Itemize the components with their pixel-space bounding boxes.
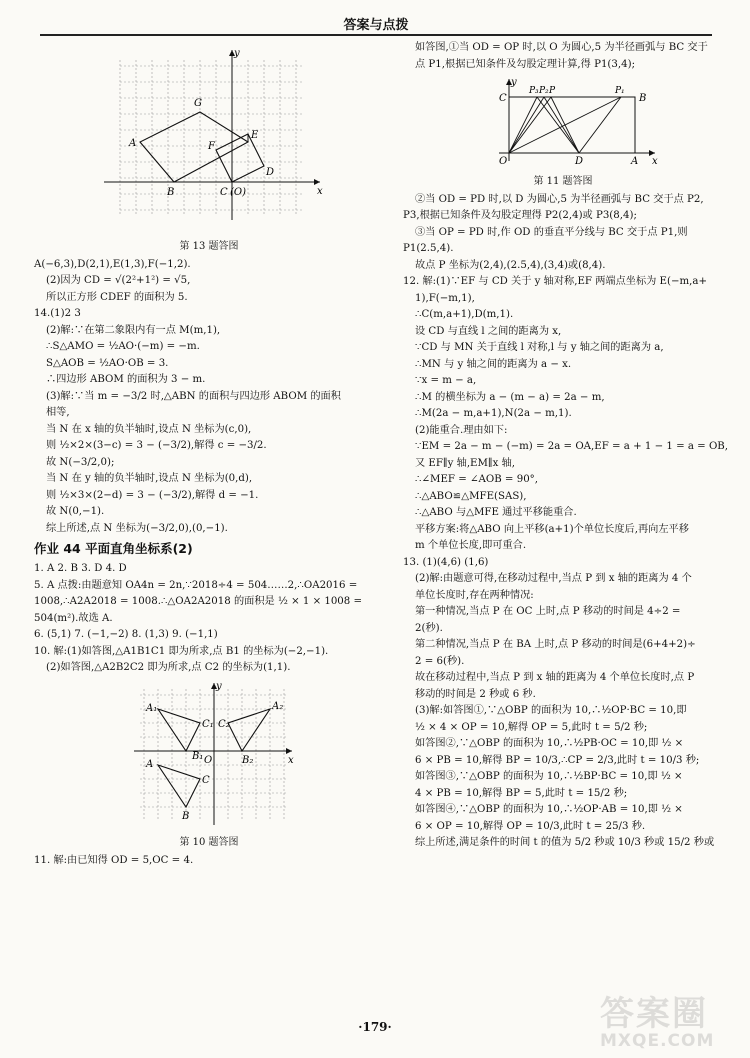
figure-11-graph — [403, 75, 723, 167]
text-line: 1),F(−m,1), — [415, 292, 475, 304]
text-line: 1008,∴A2A2018 = 1008.∴△OA2A2018 的面积是 ½ × 1 × 1008 = — [34, 596, 363, 607]
text-line: ∴∠MEF = ∠AOB = 90°, — [415, 474, 539, 485]
rectangle-OABC — [509, 97, 635, 153]
text-line: (2)能重合.理由如下: — [415, 424, 508, 436]
figure-11-segments — [509, 97, 621, 153]
text-line: 移动的时间是 2 秒或 6 秒. — [415, 688, 536, 700]
fig11-label-x: x — [652, 156, 658, 167]
fig10-label-B: B — [182, 810, 190, 822]
text-line: 相等, — [46, 407, 70, 418]
triangle-ABC — [158, 765, 200, 807]
text-line: ∵EM = 2a − m − (−m) = 2a = OA,EF = a + 1 − 1 = a = OB, — [415, 441, 729, 452]
text-line: 故点 P 坐标为(2,4),(2.5,4),(3,4)或(8,4). — [415, 259, 606, 271]
text-line: 11. 解:由已知得 OD = 5,OC = 4. — [34, 855, 194, 866]
fig13-label-O: (O) — [230, 187, 247, 198]
fig10-label-A2: A₂ — [272, 700, 284, 712]
fig11-label-B: B — [639, 93, 647, 104]
figure-13-square — [216, 134, 264, 182]
text-line: ∴MN 与 y 轴之间的距离为 a − x. — [415, 358, 572, 370]
text-line: 设 CD 与直线 l 之间的距离为 x, — [415, 325, 562, 337]
text-line: 6. (5,1) 7. (−1,−2) 8. (1,3) 9. (−1,1) — [34, 629, 218, 640]
text-line: ∴C(m,a+1),D(m,1). — [415, 309, 514, 320]
text-line: 504(m²).故选 A. — [34, 612, 113, 624]
text-line: 如答图,①当 OD = OP 时,以 O 为圆心,5 为半径画弧与 BC 交于 — [415, 42, 708, 53]
text-line: ∵CD 与 MN 关于直线 l 对称,l 与 y 轴之间的距离为 a, — [415, 342, 664, 353]
fig11-label-D: D — [575, 156, 584, 167]
text-line: 综上所述,点 N 坐标为(−3/2,0),(0,−1). — [46, 522, 228, 534]
fig11-label-A: A — [631, 156, 639, 167]
figure-10 — [34, 679, 384, 851]
text-line: 当 N 在 y 轴的负半轴时,设点 N 坐标为(0,d), — [46, 473, 253, 484]
text-line: (2)如答图,△A2B2C2 即为所求,点 C2 的坐标为(1,1). — [46, 662, 291, 673]
figure-11 — [403, 75, 723, 189]
fig10-label-x: x — [288, 754, 294, 766]
fig10-label-C1: C₁ — [202, 718, 214, 730]
fig13-label-y: y — [234, 48, 240, 59]
text-line: 单位长度时,存在两种情况: — [415, 589, 534, 601]
fig11-label-O: O — [499, 156, 508, 167]
text-line: 4 × PB = 10,解得 BP = 5,此时 t = 15/2 秒; — [415, 787, 628, 799]
fig10-label-A: A — [146, 758, 154, 770]
text-line: 点 P1,根据已知条件及勾股定理计算,得 P1(3,4); — [415, 58, 636, 70]
text-line: 如答图③,∵△OBP 的面积为 10,∴½BP·BC = 10,即 ½ × — [415, 771, 683, 782]
text-line: ③当 OP = PD 时,作 OD 的垂直平分线与 BC 交于点 P1,则 — [415, 226, 688, 238]
text-line: 2 = 6(秒). — [415, 655, 465, 667]
text-line: 则 ½×2×(3−c) = 3 − (−3/2),解得 c = −3/2. — [46, 440, 267, 451]
text-line: (3)解:如答图①,∵△OBP 的面积为 10,∴½OP·BC = 10,即 — [415, 705, 687, 716]
text-line: 则 ½×3×(2−d) = 3 − (−3/2),解得 d = −1. — [46, 489, 259, 501]
text-line: ∴四边形 ABOM 的面积为 3 − m. — [46, 374, 206, 385]
text-line: ∴△ABO≌△MFE(SAS), — [415, 490, 527, 502]
text-line: ∵x = m − a, — [415, 375, 477, 386]
fig13-label-C: C — [220, 187, 228, 198]
fig10-label-C: C — [202, 774, 210, 786]
fig11-label-P3: P₃ — [529, 86, 539, 96]
text-line: 故在移动过程中,当点 P 到 x 轴的距离为 4 个单位长度时,点 P — [415, 672, 695, 683]
figure-11-caption: 第 11 题答图 — [533, 175, 593, 187]
text-line: 6 × OP = 10,解得 OP = 10/3,此时 t = 25/3 秒. — [415, 820, 646, 832]
text-line: ②当 OD = PD 时,以 D 为圆心,5 为半径画弧与 BC 交于点 P2, — [415, 193, 704, 205]
text-line: 12. 解:(1)∵EF 与 CD 关于 y 轴对称,EF 两端点坐标为 E(−m,a+ — [403, 276, 708, 287]
left-column — [34, 40, 384, 870]
text-line: 1. A 2. B 3. D 4. D — [34, 563, 127, 574]
text-line: (3)解:∵当 m = −3/2 时,△ABN 的面积与四边形 ABOM 的面积 — [46, 390, 341, 402]
figure-13-graph — [34, 42, 384, 232]
text-line: 10. 解:(1)如答图,△A1B1C1 即为所求,点 B1 的坐标为(−2,−1). — [34, 645, 329, 657]
text-line: 2(秒). — [415, 622, 443, 634]
text-line: 13. (1)(4,6) (1,6) — [403, 556, 489, 568]
text-line: 6 × PB = 10,解得 BP = 10/3,∴CP = 2/3,此时 t = 10/3 秒; — [415, 754, 700, 766]
text-line: ½ × 4 × OP = 10,解得 OP = 5,此时 t = 5/2 秒; — [415, 721, 648, 733]
text-line: ∴S△AMO = ½AO·(−m) = −m. — [46, 341, 200, 352]
watermark-url: MXQE.COM — [600, 1031, 715, 1051]
text-line: 又 EF∥y 轴,EM∥x 轴, — [415, 457, 516, 469]
text-line: 所以正方形 CDEF 的面积为 5. — [46, 291, 188, 303]
text-line: 14.(1)2 3 — [34, 308, 81, 319]
figure-13-grid — [120, 60, 304, 214]
fig10-label-y: y — [216, 680, 222, 692]
text-line: (2)解:由题意可得,在移动过程中,当点 P 到 x 轴的距离为 4 个 — [415, 573, 692, 584]
figure-10-caption: 第 10 题答图 — [179, 837, 239, 848]
figure-13-caption: 第 13 题答图 — [179, 240, 239, 252]
fig13-label-A: A — [129, 138, 137, 149]
fig13-label-x: x — [317, 186, 323, 197]
right-column — [403, 40, 729, 852]
text-line: ∴△ABO 与△MFE 通过平移能重合. — [415, 507, 577, 518]
text-line: 第一种情况,当点 P 在 OC 上时,点 P 移动的时间是 4÷2 = — [415, 606, 681, 617]
triangle-A2B2C2 — [228, 709, 270, 751]
text-line: ∴M 的横坐标为 a − (m − a) = 2a − m, — [415, 391, 605, 403]
triangle-A1B1C1 — [158, 709, 200, 751]
text-line: 5. A 点拨:由题意知 OA4n = 2n,∵2018÷4 = 504……2,∴OA2016 = — [34, 579, 358, 591]
fig11-label-P2: P₂ — [539, 86, 549, 96]
fig11-label-P: P — [549, 86, 556, 96]
page-number: ·179· — [358, 1020, 392, 1034]
figure-13 — [34, 42, 384, 254]
text-line: 故 N(−3/2,0); — [46, 456, 115, 468]
figure-10-graph — [34, 679, 384, 829]
fig10-label-O: O — [204, 754, 213, 766]
section-title: 作业 44 平面直角坐标系(2) — [34, 541, 193, 556]
text-line: 当 N 在 x 轴的负半轴时,设点 N 坐标为(c,0), — [46, 423, 252, 435]
text-line: 第二种情况,当点 P 在 BA 上时,点 P 移动的时间是(6+4+2)÷ — [415, 639, 696, 650]
fig11-label-P1: P₁ — [615, 86, 625, 96]
text-line: P3,根据已知条件及勾股定理得 P2(2,4)或 P3(8,4); — [403, 210, 637, 221]
fig11-label-y: y — [511, 77, 517, 88]
fig10-label-A1: A₁ — [146, 702, 158, 714]
watermark-text: 答案圈 — [600, 994, 708, 1034]
header-rule — [40, 34, 712, 36]
text-line: (2)解:∵在第二象限内有一点 M(m,1), — [46, 324, 221, 336]
text-line: 故 N(0,−1). — [46, 506, 105, 517]
text-line: P1(2.5,4). — [403, 243, 454, 254]
fig13-label-D: D — [266, 167, 275, 178]
text-line: 如答图②,∵△OBP 的面积为 10,∴½PB·OC = 10,即 ½ × — [415, 738, 684, 749]
fig13-label-G: G — [194, 98, 202, 109]
text-line: 综上所述,满足条件的时间 t 的值为 5/2 秒或 10/3 秒或 15/2 秒或 — [415, 837, 715, 848]
fig11-label-C: C — [499, 93, 507, 104]
text-line: (2)因为 CD = √(2²+1²) = √5, — [46, 275, 191, 286]
page-header: 答案与点拨 — [343, 18, 409, 33]
text-line: m 个单位长度,即可重合. — [415, 540, 527, 551]
text-line: ∴M(2a − m,a+1),N(2a − m,1). — [415, 408, 572, 419]
fig13-label-F: F — [208, 141, 215, 152]
fig10-label-C2: C₂ — [218, 718, 230, 730]
fig13-label-E: E — [251, 130, 259, 141]
text-line: S△AOB = ½AO·OB = 3. — [46, 357, 169, 369]
text-line: 如答图④,∵△OBP 的面积为 10,∴½OP·AB = 10,即 ½ × — [415, 804, 683, 815]
text-line: 平移方案:将△ABO 向上平移(a+1)个单位长度后,再向左平移 — [415, 523, 689, 535]
fig10-label-B2: B₂ — [242, 754, 254, 766]
text-line: A(−6,3),D(2,1),E(1,3),F(−1,2). — [34, 258, 191, 270]
fig10-label-B1: B₁ — [192, 750, 204, 762]
fig13-label-B: B — [167, 187, 175, 198]
watermark-logo — [600, 986, 740, 1052]
